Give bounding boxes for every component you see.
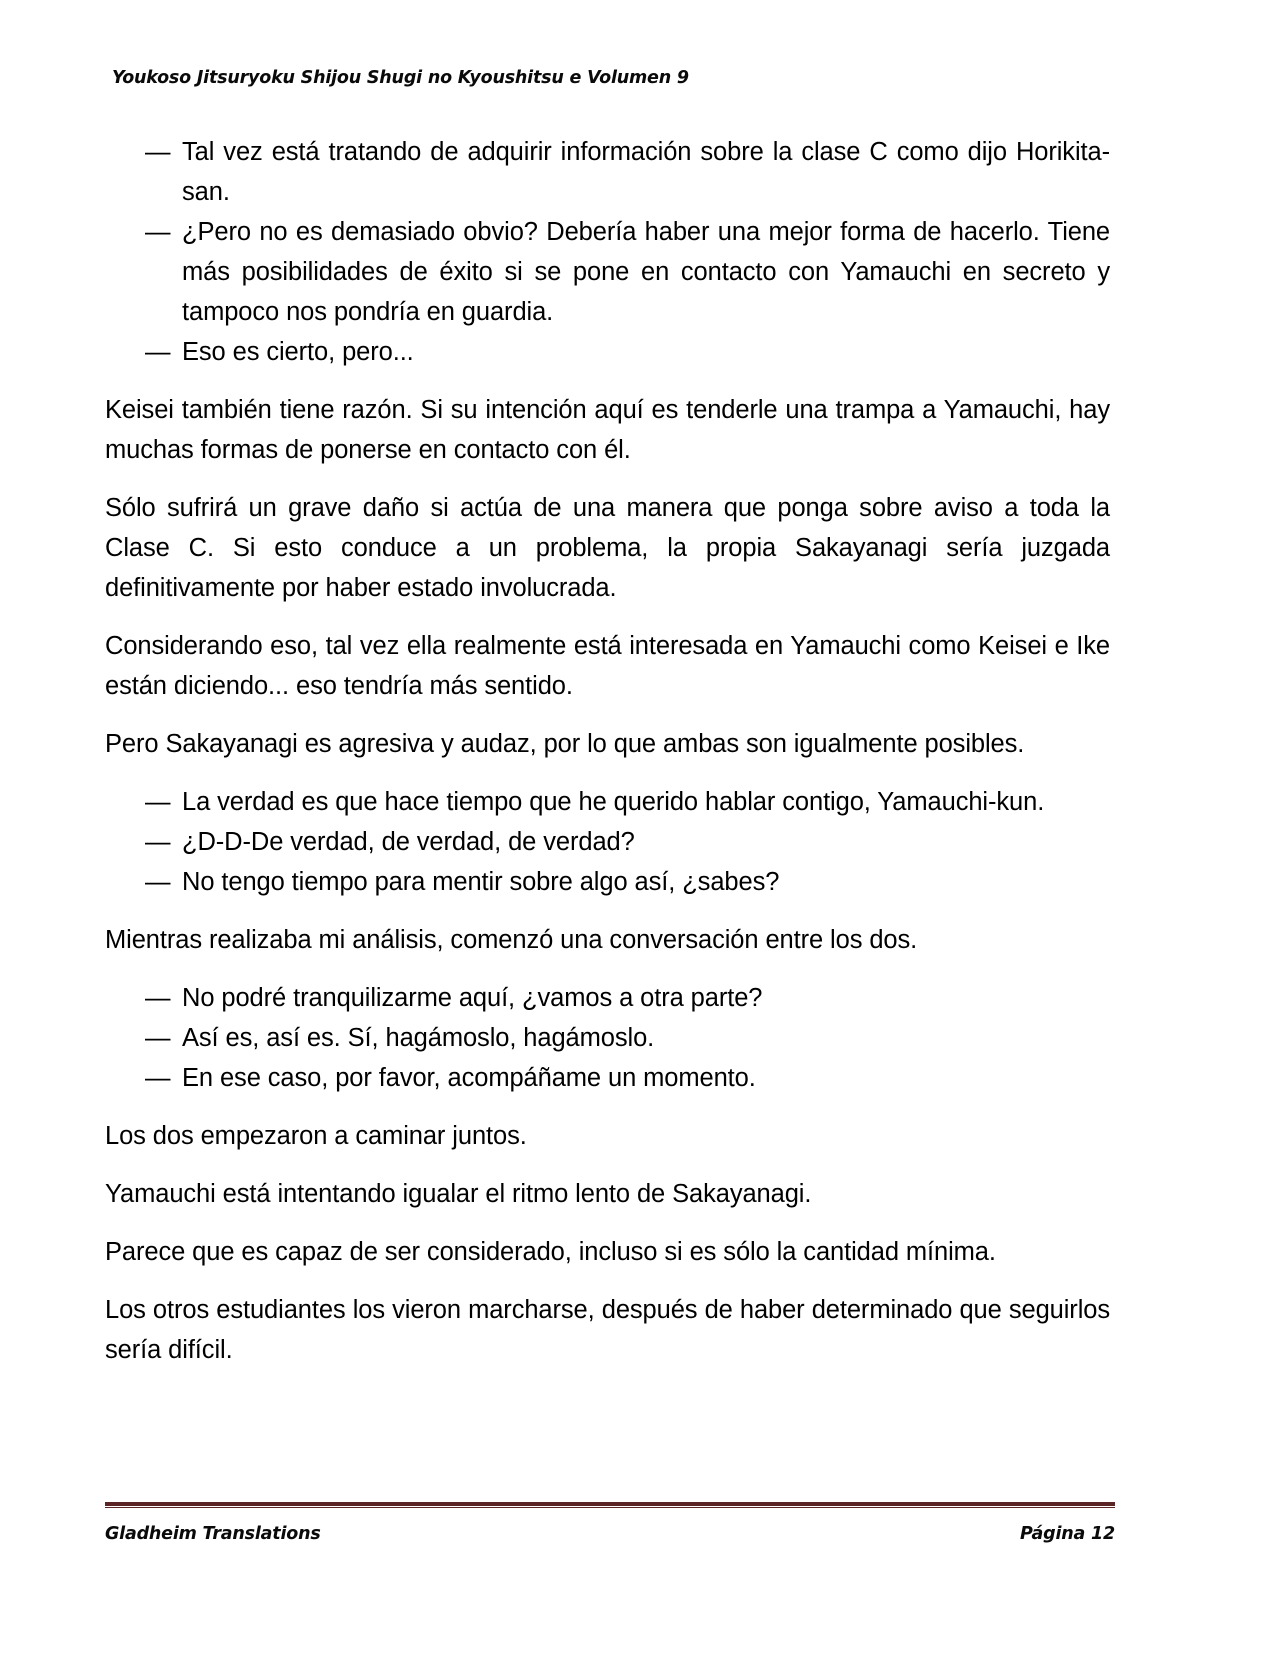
dialogue-text: En ese caso, por favor, acompáñame un momento. xyxy=(182,1064,756,1092)
dialogue-text: Tal vez está tratando de adquirir información sobre la clase C como dijo Horikita-san. xyxy=(182,138,1110,206)
paragraph: Considerando eso, tal vez ella realmente está interesada en Yamauchi como Keisei e Ike están diciendo... eso tendría más sentido. xyxy=(105,632,1110,700)
dialogue-line xyxy=(145,1018,1110,1058)
dialogue-line xyxy=(145,862,1110,902)
page-content xyxy=(105,132,1110,1370)
footer-divider-thick xyxy=(105,1502,1115,1506)
paragraph: Los dos empezaron a caminar juntos. xyxy=(105,1122,527,1150)
dialogue-text: No podré tranquilizarme aquí, ¿vamos a otra parte? xyxy=(182,984,763,1012)
em-dash: — xyxy=(145,984,171,1012)
paragraph: Pero Sakayanagi es agresiva y audaz, por lo que ambas son igualmente posibles. xyxy=(105,730,1025,758)
em-dash: — xyxy=(145,788,171,816)
em-dash: — xyxy=(145,868,171,896)
dialogue-block xyxy=(105,782,1110,902)
dialogue-text: La verdad es que hace tiempo que he querido hablar contigo, Yamauchi-kun. xyxy=(182,788,1045,816)
dialogue-line xyxy=(145,332,1110,372)
dialogue-text: Eso es cierto, pero... xyxy=(182,338,414,366)
dialogue-line xyxy=(145,822,1110,862)
dialogue-line xyxy=(145,782,1110,822)
page-header xyxy=(112,68,1168,88)
em-dash: — xyxy=(145,218,171,246)
dialogue-text: Así es, así es. Sí, hagámoslo, hagámoslo. xyxy=(182,1024,655,1052)
dialogue-line xyxy=(145,132,1110,212)
em-dash: — xyxy=(145,1064,171,1092)
dialogue-text: No tengo tiempo para mentir sobre algo así, ¿sabes? xyxy=(182,868,780,896)
dialogue-line xyxy=(145,978,1110,1018)
paragraph: Sólo sufrirá un grave daño si actúa de una manera que ponga sobre aviso a toda la Clase C. Si esto conduce a un problema, la propia Sakayanagi sería juzgada definitivamente por haber estado involucrada. xyxy=(105,494,1110,602)
dialogue-line xyxy=(145,1058,1110,1098)
em-dash: — xyxy=(145,338,171,366)
paragraph: Los otros estudiantes los vieron marcharse, después de haber determinado que seguirlos sería difícil. xyxy=(105,1296,1110,1364)
dialogue-text: ¿D-D-De verdad, de verdad, de verdad? xyxy=(182,828,635,856)
paragraph: Parece que es capaz de ser considerado, incluso si es sólo la cantidad mínima. xyxy=(105,1238,996,1266)
header-title: Youkoso Jitsuryoku Shijou Shugi no Kyoushitsu e Volumen 9 xyxy=(112,68,689,88)
footer-divider xyxy=(105,1502,1115,1508)
footer-translator-credit: Gladheim Translations xyxy=(105,1524,321,1544)
dialogue-line xyxy=(145,212,1110,332)
paragraph: Mientras realizaba mi análisis, comenzó una conversación entre los dos. xyxy=(105,926,918,954)
page-footer xyxy=(105,1524,1115,1544)
footer-divider-thin xyxy=(105,1507,1115,1508)
em-dash: — xyxy=(145,1024,171,1052)
em-dash: — xyxy=(145,138,171,166)
footer-page-number: Página 12 xyxy=(1020,1524,1115,1544)
paragraph: Keisei también tiene razón. Si su intención aquí es tenderle una trampa a Yamauchi, hay muchas formas de ponerse en contacto con él. xyxy=(105,396,1110,464)
dialogue-block xyxy=(105,978,1110,1098)
dialogue-block xyxy=(105,132,1110,372)
paragraph: Yamauchi está intentando igualar el ritmo lento de Sakayanagi. xyxy=(105,1180,812,1208)
em-dash: — xyxy=(145,828,171,856)
dialogue-text: ¿Pero no es demasiado obvio? Debería haber una mejor forma de hacerlo. Tiene más posibilidades de éxito si se pone en contacto con Yamauchi en secreto y tampoco nos pondría en guardia. xyxy=(182,218,1110,326)
